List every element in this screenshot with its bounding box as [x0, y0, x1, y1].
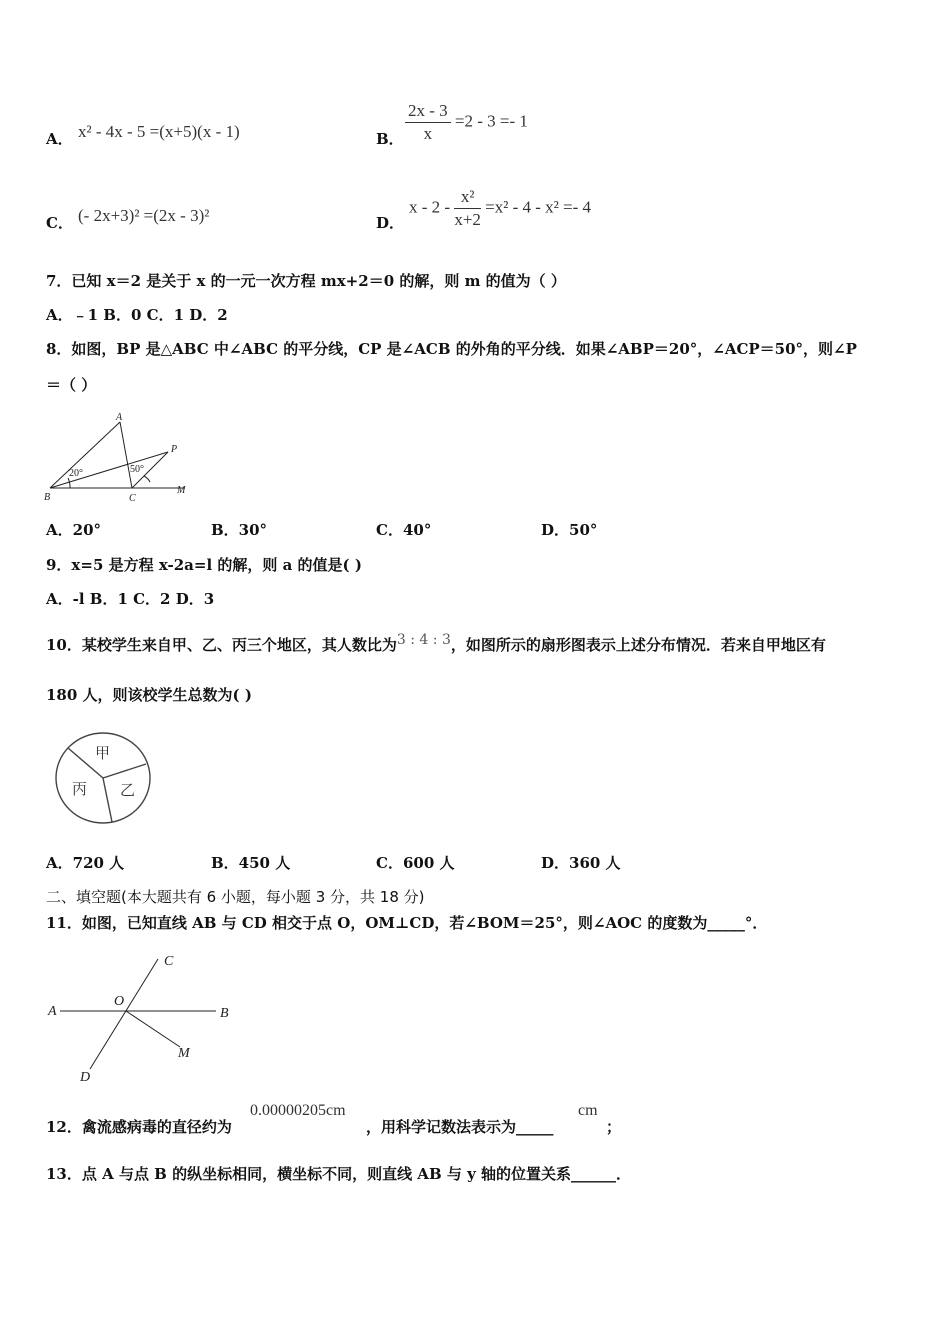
q12-tail: ；	[606, 1118, 622, 1136]
q10-option-a: A．720 人	[46, 854, 125, 872]
q8-angle-arc-c	[144, 476, 150, 482]
q10-stem-line2: 180 人，则该校学生总数为( )	[46, 686, 252, 704]
q10-sector-bing: 丙	[72, 782, 88, 798]
q11-stem: 11．如图，已知直线 AB 与 CD 相交于点 O，OM⊥CD，若∠BOM＝25°，则∠AOC 的度数为_____°．	[46, 914, 768, 932]
q8-stem-line2: ＝（ ）	[46, 376, 97, 394]
q10-option-b: B．450 人	[211, 854, 291, 872]
q8-line-ba	[50, 422, 120, 488]
q10-ratio: 3 : 4 : 3	[396, 632, 451, 648]
q6-option-c-expression: (- 2x+3)² =(2x - 3)²	[78, 206, 210, 225]
q8-option-a: A．20°	[46, 521, 102, 539]
q10-stem-part1: 10．某校学生来自甲、乙、丙三个地区，其人数比为	[46, 636, 397, 654]
q6-option-d-denominator: x+2	[454, 210, 481, 229]
q11-label-a: A	[48, 1004, 57, 1019]
q11-line-om	[126, 1011, 180, 1047]
q6-option-b-expression	[405, 100, 528, 145]
q8-triangle-figure	[40, 410, 200, 505]
q10-option-c: C．600 人	[376, 854, 455, 872]
q6-option-d-numerator: x²	[454, 186, 481, 209]
q8-label-p: P	[171, 444, 178, 455]
q6-option-c-label: C．	[46, 214, 73, 232]
q8-line-ac	[120, 422, 132, 488]
q10-pie-divider-3	[103, 778, 112, 822]
q11-line-cd	[90, 959, 158, 1069]
q13-stem: 13．点 A 与点 B 的纵坐标相同，横坐标不同，则直线 AB 与 y 轴的位置关系______．	[46, 1165, 632, 1183]
q9-stem: 9．x=5 是方程 x-2a=l 的解，则 a 的值是( )	[46, 556, 362, 574]
q10-option-d: D．360 人	[541, 854, 621, 872]
q6-option-b-numerator: 2x - 3	[405, 100, 451, 123]
q6-option-a-expression: x² - 4x - 5 =(x+5)(x - 1)	[78, 122, 240, 141]
q12-stem-part1: 12．禽流感病毒的直径约为	[46, 1118, 232, 1136]
q10-sector-yi: 乙	[120, 783, 136, 799]
q6-option-d-rest: =x² - 4 - x² =- 4	[485, 197, 592, 217]
q8-stem-line1: 8．如图，BP 是△ABC 中∠ABC 的平分线，CP 是∠ACB 的外角的平分线．如果∠ABP＝20°，∠ACP＝50°，则∠P	[46, 340, 857, 358]
q12-value: 0.00000205cm	[250, 1102, 346, 1119]
q8-option-d: D．50°	[541, 521, 598, 539]
q8-label-m: M	[177, 485, 186, 496]
q7-stem: 7．已知 x＝2 是关于 x 的一元一次方程 mx+2＝0 的解，则 m 的值为（ ）	[46, 272, 566, 290]
q8-label-c: C	[129, 493, 136, 504]
q10-pie-chart	[52, 730, 154, 826]
q8-label-b: B	[44, 492, 51, 503]
q11-label-c: C	[164, 954, 174, 969]
q11-lines-figure	[40, 945, 250, 1085]
q6-option-d-expression	[409, 186, 591, 231]
q6-option-b-fraction	[405, 100, 451, 145]
q10-pie-divider-2	[103, 764, 146, 778]
q6-option-b-label: B．	[376, 130, 404, 148]
q8-angle-20: 20°	[69, 468, 83, 479]
q6-option-d-left: x - 2 -	[409, 197, 451, 217]
q10-stem-line1	[46, 634, 826, 655]
q6-option-b-denominator: x	[423, 124, 433, 143]
section2-title: 二、填空题(本大题共有 6 小题，每小题 3 分，共 18 分)	[46, 888, 425, 906]
q12-stem-part2: ，用科学记数法表示为_____	[366, 1118, 554, 1136]
q6-option-b-rest: =2 - 3 =- 1	[454, 111, 528, 131]
q6-option-d-fraction	[454, 186, 481, 231]
q8-label-a: A	[116, 412, 123, 423]
q6-option-a-label: A．	[46, 130, 73, 148]
q10-sector-jia: 甲	[95, 746, 111, 762]
q9-options: A．-l B．1 C．2 D．3	[46, 590, 215, 608]
q8-option-c: C．40°	[376, 521, 432, 539]
q11-label-m: M	[178, 1046, 190, 1061]
q11-label-b: B	[220, 1006, 229, 1021]
q8-option-b: B．30°	[211, 521, 268, 539]
q8-angle-arc-b	[68, 478, 70, 488]
q10-stem-part2: ，如图所示的扇形图表示上述分布情况．若来自甲地区有	[450, 636, 826, 654]
q12-unit: cm	[578, 1102, 598, 1119]
q8-angle-50: 50°	[130, 464, 144, 475]
q11-label-o: O	[114, 994, 125, 1009]
q11-label-d: D	[80, 1070, 91, 1085]
q7-options: A．﹣1 B．0 C．1 D．2	[46, 306, 228, 324]
q6-option-d-label: D．	[376, 214, 405, 232]
